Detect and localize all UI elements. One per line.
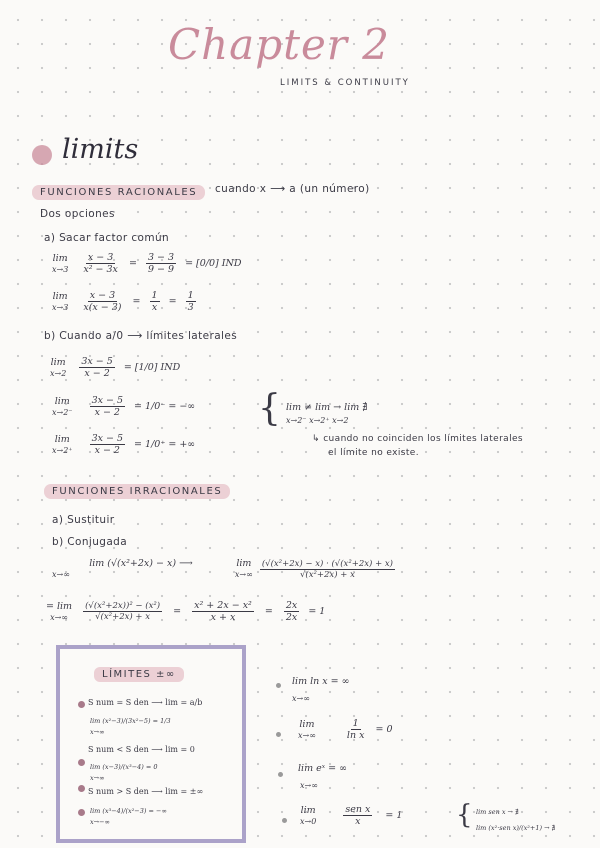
lateral-limits-note: el límite no existe.: [328, 448, 419, 458]
notable-limit: lim x→0 $\frac{\text{sen x}}{x}$ = 1: [300, 804, 403, 827]
bullet-dot: [276, 683, 281, 688]
lateral-limits-note: ↳ cuando no coinciden los límites laterales: [312, 434, 524, 444]
side-limits-subscripts: x→2⁻ x→2⁺ x→2: [286, 416, 349, 425]
bullet-dot: [78, 759, 85, 766]
bullet-dot: [282, 818, 287, 823]
option-b-label: b) Cuando a/0 ⟶ límites laterales: [44, 330, 238, 342]
bullet-dot: [78, 809, 85, 816]
limit-expression: lim x→3 $\frac{x - 3}{x(x - 3)}$ = $\frac{1}{x}$ = $\frac{1}{3}$: [52, 290, 194, 313]
bullet-dot: [78, 701, 85, 708]
notable-limit: lim x→∞ $\frac{1}{\text{ln x}}$ = 0: [298, 718, 393, 741]
section-title: limits: [62, 134, 139, 165]
side-limits: lim ≠ lim → lim ∄: [286, 402, 368, 413]
degree-rule: S num = S den ⟶ lim = a/b: [88, 698, 203, 707]
notable-limit-sub: x→∞: [292, 694, 310, 703]
conjugate-expression: = lim x→∞ $\frac{\text{(√(x²+2x))² − (x²)}}{\text{√(x²+2x) + x}}$ = $\frac{\text{x² + 2x − x²}}{x + x}$ = $\frac{2x}{2x}$ = 1: [46, 600, 326, 623]
limits-infinity-tag: LÍMITES ±∞: [94, 667, 184, 682]
degree-rule: S num < S den ⟶ lim = 0: [88, 745, 195, 754]
rule-example-sub: x→−∞: [90, 818, 110, 826]
rule-example: lim (x−3)/(x³−4) = 0: [90, 763, 158, 771]
rule-example-sub: x→∞: [90, 774, 105, 782]
irrational-functions-tag: FUNCIONES IRRACIONALES: [44, 484, 230, 499]
limit-expression: lim x→2⁺ $\frac{3x - 5}{x - 2}$ = 1/0⁺ = +∞: [52, 433, 196, 456]
degree-rule: S num > S den ⟶ lim = ±∞: [88, 787, 204, 796]
rational-when-note: cuando x ⟶ a (un número): [215, 183, 370, 195]
rule-example-sub: x→∞: [90, 728, 105, 736]
conjugate-expression: lim (√(x²+2x) − x) ⟶ x→∞ lim x→∞ $\frac{\text{(√(x²+2x) − x) · (√(x²+2x) + x)}}{\text{√(x²+2x) + x}}$: [52, 558, 394, 580]
rule-example: lim (x³−4)/(x²−3) = −∞: [90, 807, 167, 815]
irrational-option-b: b) Conjugada: [52, 536, 128, 548]
rational-functions-tag: FUNCIONES RACIONALES: [32, 185, 205, 200]
bullet-dot: [276, 732, 281, 737]
chapter-subtitle: LIMITS & CONTINUITY: [280, 78, 410, 88]
side-limit-note: lim sen x → ∄: [476, 808, 519, 816]
rational-options: Dos opciones: [40, 208, 115, 220]
notable-limit: lim eˣ = ∞: [298, 763, 348, 774]
rule-example: lim (x²−3)/(3x²−5) = 1/3: [90, 717, 171, 725]
bullet-dot: [78, 785, 85, 792]
chapter-title: Chapter 2: [168, 20, 390, 69]
option-a-label: a) Sacar factor común: [44, 232, 170, 244]
side-limit-note: lim (x²·sen x)/(x²+1) → ∄: [476, 824, 556, 832]
brace: {: [258, 388, 281, 429]
notable-limit-sub: x→∞: [300, 781, 318, 790]
limit-expression: lim x→2⁻ $\frac{3x - 5}{x - 2}$ = 1/0⁻ = −∞: [52, 395, 196, 418]
limits-infinity-box: [56, 645, 246, 843]
brace: {: [456, 800, 473, 830]
bullet-dot: [278, 772, 283, 777]
notable-limit: lim ln x = ∞: [292, 676, 350, 687]
section-number-dot: [32, 145, 52, 165]
limit-expression: lim x→3 $\frac{x - 3}{\text{x² − 3x}}$ = $\frac{3 - 3}{9 - 9}$ = [0/0] IND: [52, 252, 242, 275]
limit-expression: lim x→2 $\frac{3x - 5}{x - 2}$ = [1/0] IND: [50, 356, 181, 379]
irrational-option-a: a) Sustituir: [52, 514, 115, 526]
